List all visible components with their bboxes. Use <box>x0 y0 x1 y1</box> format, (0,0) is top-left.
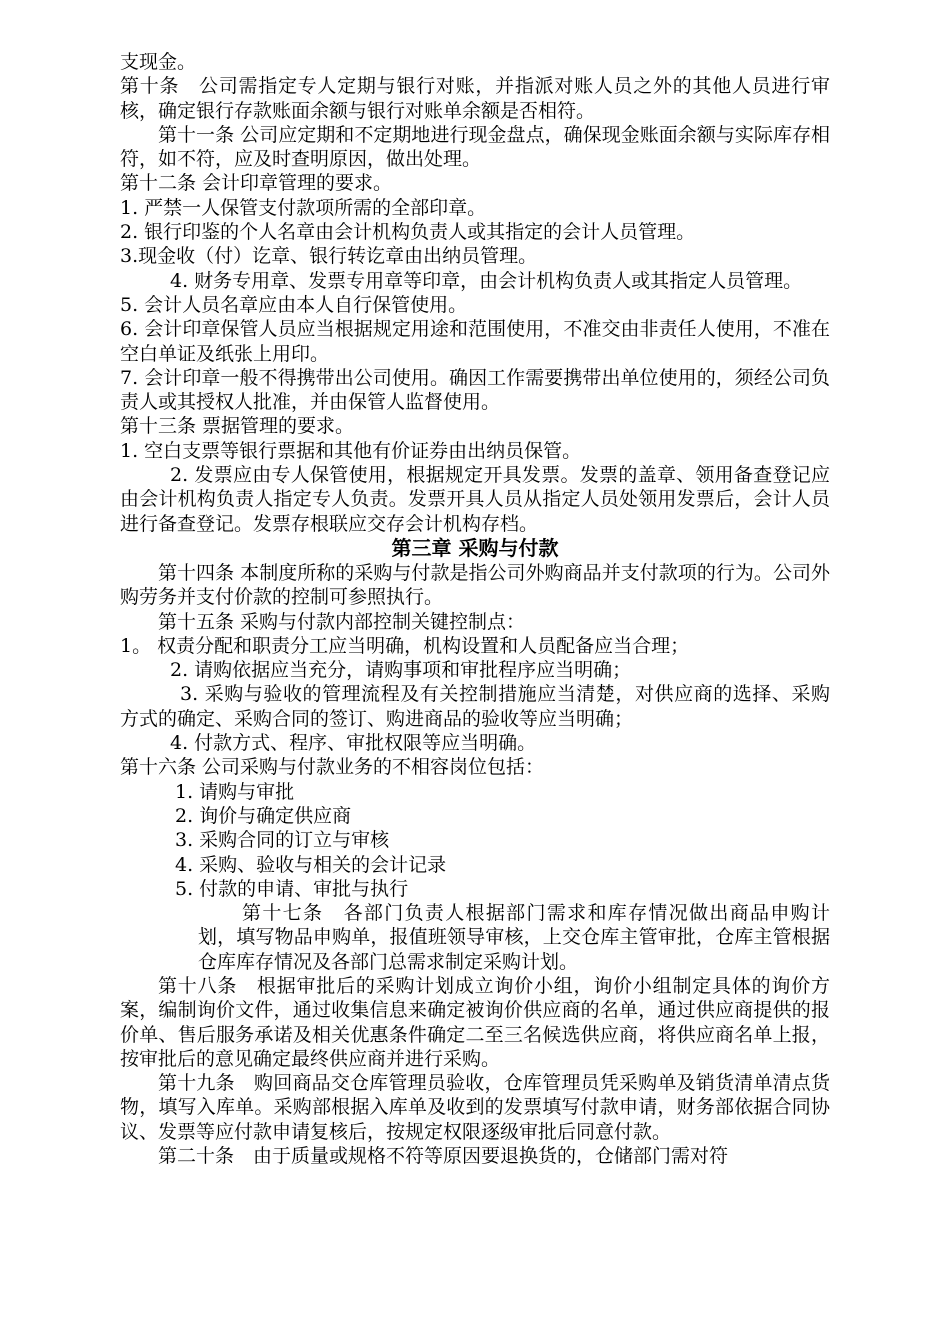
article-12-item-5: 5. 会计人员名章应由本人自行保管使用。 <box>120 293 468 316</box>
article-16-item-3: 3. 采购合同的订立与审核 <box>175 829 390 852</box>
article-15-item-4: 4. 付款方式、程序、审批权限等应当明确。 <box>170 732 537 755</box>
article-14: 第十四条 本制度所称的采购与付款是指公司外购商品并支付款项的行为。公司外购劳务并支付价款的控制可参照执行。 <box>120 561 830 609</box>
article-20: 第二十条 由于质量或规格不符等原因要退换货的，仓储部门需对符 <box>158 1145 729 1168</box>
article-18: 第十八条 根据审批后的采购计划成立询价小组，询价小组制定具体的询价方案，编制询价文件，通过收集信息来确定被询价供应商的名单，通过供应商提供的报价单、售后服务承诺及相关优惠条件确定二至三名候选供应商，将供应商名单上报，按审批后的意见确定最终供应商并进行采购。 <box>120 974 830 1070</box>
article-16-item-4: 4. 采购、验收与相关的会计记录 <box>175 853 447 876</box>
paragraph-cash-tail: 支现金。 <box>120 51 197 73</box>
article-16-item-1: 1. 请购与审批 <box>175 780 295 803</box>
article-11: 第十一条 公司应定期和不定期地进行现金盘点，确保现金账面余额与实际库存相符，如不符，应及时查明原因，做出处理。 <box>120 123 830 171</box>
article-16-item-2: 2. 询价与确定供应商 <box>175 804 352 827</box>
article-13-item-1: 1. 空白支票等银行票据和其他有价证券由出纳员保管。 <box>120 439 582 462</box>
article-12-item-4: 4. 财务专用章、发票专用章等印章，由会计机构负责人或其指定人员管理。 <box>170 269 803 292</box>
article-12-item-6: 6. 会计印章保管人员应当根据规定用途和范围使用，不准交由非责任人使用，不准在空白单证及纸张上用印。 <box>120 318 830 365</box>
article-15-item-2: 2. 请购依据应当充分，请购事项和审批程序应当明确； <box>170 659 632 682</box>
article-16: 第十六条 公司采购与付款业务的不相容岗位包括： <box>120 756 545 779</box>
article-12-item-1: 1. 严禁一人保管支付款项所需的全部印章。 <box>120 196 487 219</box>
article-12-item-2: 2. 银行印鉴的个人名章由会计机构负责人或其指定的会计人员管理。 <box>120 221 696 244</box>
article-15-item-1: 1。 权责分配和职责分工应当明确，机构设置和人员配备应当合理； <box>120 634 690 657</box>
article-12-item-3: 3.现金收（付）讫章、银行转讫章由出纳员管理。 <box>120 245 538 268</box>
article-17 <box>120 901 830 974</box>
article-15-item-3: 3. 采购与验收的管理流程及有关控制措施应当清楚，对供应商的选择、采购方式的确定、采购合同的签订、购进商品的验收等应当明确； <box>120 683 830 730</box>
article-12: 第十二条 会计印章管理的要求。 <box>120 172 393 195</box>
article-19: 第十九条 购回商品交仓库管理员验收，仓库管理员凭采购单及销货清单清点货物，填写入库单。采购部根据入库单及收到的发票填写付款申请，财务部依据合同协议、发票等应付款申请复核后，按规定权限逐级审批后同意付款。 <box>120 1072 830 1143</box>
article-13: 第十三条 票据管理的要求。 <box>120 415 355 438</box>
chapter-heading: 第三章 采购与付款 <box>391 535 559 560</box>
article-16-item-5: 5. 付款的申请、审批与执行 <box>175 877 409 900</box>
article-17-text: 第十七条 各部门负责人根据部门需求和库存情况做出商品申购计划，填写物品申购单，报值班领导审核，上交仓库主管审批，仓库主管根据仓库库存情况及各部门总需求制定采购计划。 <box>198 902 830 973</box>
article-13-item-2: 2. 发票应由专人保管使用，根据规定开具发票。发票的盖章、领用备查登记应由会计机构负责人指定专人负责。发票开具人员从指定人员处领用发票后，会计人员进行备查登记。发票存根联应交存会计机构存档。 <box>120 464 830 535</box>
article-12-item-7: 7. 会计印章一般不得携带出公司使用。确因工作需要携带出单位使用的，须经公司负责人或其授权人批准，并由保管人监督使用。 <box>120 366 830 414</box>
article-15: 第十五条 采购与付款内部控制关键控制点： <box>158 610 526 633</box>
article-10: 第十条 公司需指定专人定期与银行对账，并指派对账人员之外的其他人员进行审核，确定银行存款账面余额与银行对账单余额是否相符。 <box>120 75 830 122</box>
